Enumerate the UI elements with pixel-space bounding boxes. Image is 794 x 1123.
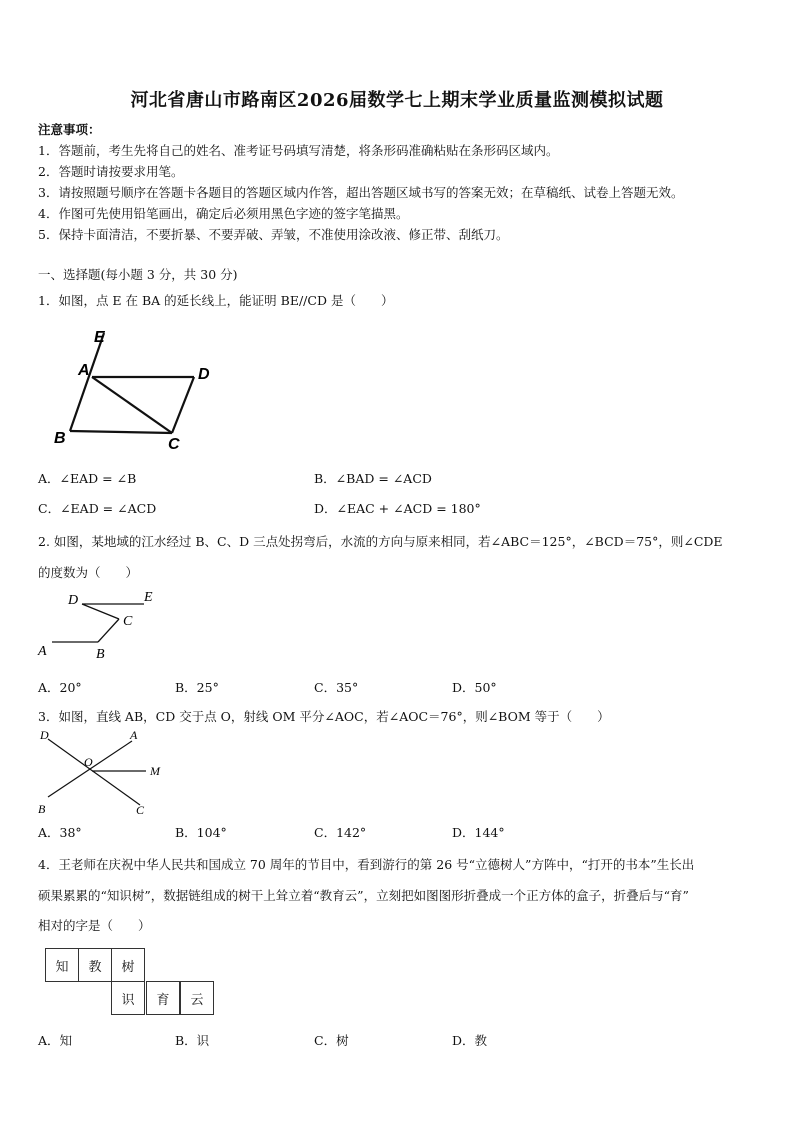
- q3-option-c: C．142°: [314, 825, 367, 840]
- label-b: B: [54, 430, 66, 447]
- q4-stem-line3: 相对的字是（ ）: [38, 918, 151, 933]
- line-cb: [98, 619, 119, 642]
- q2-option-a: A．20°: [38, 680, 82, 695]
- q2-option-c: C．35°: [314, 680, 359, 695]
- section-heading: 一、选择题(每小题 3 分，共 30 分): [38, 267, 238, 282]
- notice-item-1: 1．答题前，考生先将自己的姓名、准考证号码填写清楚，将条形码准确粘贴在条形码区域内。: [38, 143, 559, 158]
- line-dc: [82, 604, 119, 619]
- q4-stem-line1: 4．王老师在庆祝中华人民共和国成立 70 周年的节目中，看到游行的第 26 号“立德树人”方阵中，“打开的书本”生长出: [38, 857, 695, 872]
- net-cell: 识: [111, 981, 145, 1015]
- q1-option-b: B．∠BAD = ∠ACD: [314, 471, 432, 486]
- label-a: A: [78, 362, 90, 379]
- q4-option-b: B．识: [175, 1033, 210, 1048]
- net-cell: 教: [78, 948, 112, 982]
- q4-option-a: A．知: [38, 1033, 73, 1048]
- notice-heading: 注意事项：: [38, 122, 101, 137]
- page-title: 河北省唐山市路南区2026届数学七上期末学业质量监测模拟试题: [130, 90, 664, 111]
- label-c: C: [136, 803, 145, 817]
- q4-option-c: C．树: [314, 1033, 349, 1048]
- label-a: A: [130, 728, 138, 742]
- q2-stem-line2: 的度数为（ ）: [38, 565, 139, 580]
- line-ba: [48, 741, 132, 797]
- label-o: O: [84, 755, 93, 769]
- label-d: D: [40, 728, 49, 742]
- label-a: A: [38, 644, 47, 659]
- q3-option-a: A．38°: [38, 825, 82, 840]
- notice-item-3: 3．请按照题号顺序在答题卡各题目的答题区域内作答，超出答题区域书写的答案无效；在草稿纸、试卷上答题无效。: [38, 185, 684, 200]
- line-dc: [48, 739, 140, 805]
- q1-option-d: D．∠EAC + ∠ACD = 180°: [314, 501, 481, 516]
- q1-option-a: A．∠EAD = ∠B: [38, 471, 137, 486]
- q4-stem-line2: 硕果累累的“知识树”，数据链组成的树干上耸立着“教育云”，立刻把如图图形折叠成一个正方体的盒子，折叠后与“育”: [38, 888, 689, 903]
- net-cell: 育: [146, 981, 180, 1015]
- q1-stem: 1．如图，点 E 在 BA 的延长线上，能证明 BE//CD 是（ ）: [38, 293, 394, 308]
- q1-option-c: C．∠EAD = ∠ACD: [38, 501, 157, 516]
- label-b: B: [96, 647, 105, 662]
- net-cell: 云: [180, 981, 214, 1015]
- label-d: D: [198, 366, 210, 383]
- notice-item-5: 5．保持卡面清洁，不要折暴、不要弄破、弄皱，不准使用涂改液、修正带、刮纸刀。: [38, 227, 509, 242]
- line-ac: [92, 377, 172, 433]
- line-bc: [70, 431, 172, 433]
- q2-stem-line1: 2. 如图，某地域的江水经过 B、C、D 三点处拐弯后，水流的方向与原来相同，若∠ABC＝125°，∠BCD＝75°，则∠CDE: [38, 534, 723, 549]
- q3-figure: [34, 727, 169, 819]
- net-cell: 知: [45, 948, 79, 982]
- label-b: B: [38, 802, 46, 816]
- q2-figure: [36, 587, 166, 662]
- q2-option-d: D．50°: [452, 680, 497, 695]
- q2-option-b: B．25°: [175, 680, 219, 695]
- label-c: C: [123, 614, 133, 629]
- q3-option-b: B．104°: [175, 825, 227, 840]
- net-cell: 树: [111, 948, 145, 982]
- label-m: M: [150, 764, 160, 778]
- notice-item-4: 4．作图可先使用铅笔画出，确定后必须用黑色字迹的签字笔描黑。: [38, 206, 409, 221]
- label-e: E: [94, 329, 105, 346]
- q3-option-d: D．144°: [452, 825, 505, 840]
- label-d: D: [68, 593, 79, 608]
- notice-item-2: 2．答题时请按要求用笔。: [38, 164, 184, 179]
- q4-option-d: D．教: [452, 1033, 488, 1048]
- q3-stem: 3．如图，直线 AB，CD 交于点 O，射线 OM 平分∠AOC，若∠AOC＝76°，则∠BOM 等于（ ）: [38, 709, 610, 724]
- line-dc: [172, 377, 194, 433]
- label-c: C: [168, 436, 180, 450]
- q1-figure: [48, 325, 223, 450]
- label-e: E: [144, 590, 153, 605]
